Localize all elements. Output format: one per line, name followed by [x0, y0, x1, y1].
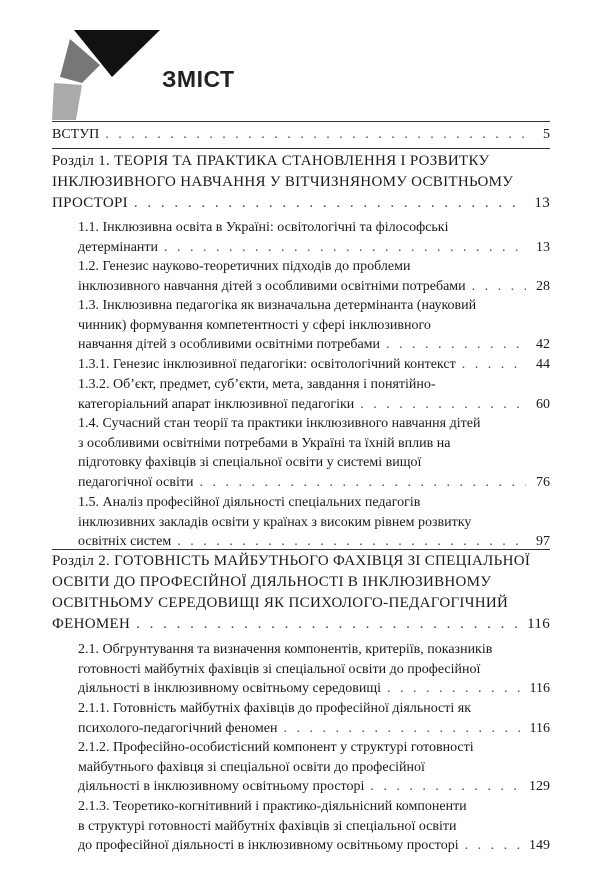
toc-entry-text: до професійної діяльності в інклюзивному освітньому просторі — [78, 838, 459, 853]
toc-line — [52, 552, 550, 573]
toc-line — [78, 513, 550, 533]
toc-line — [78, 679, 550, 699]
toc-entry-text: 1.3.1. Генезис інклюзивної педагогіки: освітологічний контекст — [78, 357, 456, 372]
toc-entry-text: 2.1.1. Готовність майбутніх фахівців до професійної діяльності як — [78, 701, 472, 716]
toc-line — [52, 615, 550, 636]
toc-line — [78, 434, 550, 454]
toc-entry-text: 1.2. Генезис науково-теоретичних підходів до проблеми — [78, 259, 411, 274]
toc-entry-text: з особливими освітніми потребами в Україні та їхній вплив на — [78, 435, 451, 451]
toc-entry-text: майбутнього фахівця зі спеціальної освіти до професійної — [78, 759, 425, 775]
toc-entry-text: ФЕНОМЕН — [52, 616, 131, 632]
toc-line — [52, 194, 550, 215]
page-number: 116 — [529, 681, 550, 696]
toc-entry-1-5[interactable] — [78, 493, 550, 552]
toc-entry-text: ОСВІТНЬОМУ СЕРЕДОВИЩІ ЯК ПСИХОЛОГО-ПЕДАГОГІЧНИЙ — [52, 595, 509, 611]
toc-entry-text: 1.3.2. Об’єкт, предмет, суб’єкти, мета, завдання і понятійно- — [78, 377, 436, 392]
leader-dots — [105, 125, 526, 145]
leader-dots — [386, 335, 526, 355]
toc-entry-text: навчання дітей з особливими освітніми потребами — [78, 337, 381, 352]
toc-line — [78, 817, 550, 837]
toc-entry-text: 2.1. Обгрунтування та визначення компонентів, критеріїв, показників — [78, 642, 493, 657]
toc-line — [78, 797, 550, 817]
page-number: 116 — [529, 720, 550, 736]
toc-line — [78, 296, 550, 316]
toc-line — [78, 335, 550, 355]
divider — [52, 148, 550, 149]
leader-dots — [134, 194, 526, 214]
toc-section-2[interactable] — [52, 552, 550, 636]
toc-entry-text: освітніх систем — [78, 534, 172, 549]
toc-line — [78, 316, 550, 336]
leader-dots — [370, 777, 523, 797]
toc-entry-1-4[interactable] — [78, 414, 550, 492]
title-rule — [52, 121, 550, 122]
toc-entry-1-3-2[interactable] — [78, 375, 550, 414]
toc-entry-text: ОСВІТИ ДО ПРОФЕСІЙНОЇ ДІЯЛЬНОСТІ В ІНКЛЮЗИВНОМУ — [52, 574, 492, 590]
toc-entry-text: категоріальний апарат інклюзивної педагогіки — [78, 396, 355, 412]
page-number: 13 — [536, 239, 550, 255]
leader-dots — [462, 355, 526, 375]
toc-entry-text: інклюзивних закладів освіти у країнах з високим рівнем розвитку — [78, 514, 472, 530]
toc-entry-text: діяльності в інклюзивному освітньому просторі — [78, 779, 365, 794]
toc-entry-1-1[interactable] — [78, 218, 550, 257]
leader-dots — [472, 277, 526, 297]
toc-entry-text: Розділ 1. ТЕОРІЯ ТА ПРАКТИКА СТАНОВЛЕННЯ І РОЗВИТКУ — [52, 153, 490, 169]
leader-dots — [465, 836, 523, 856]
toc-entry-text: готовності майбутніх фахівців зі спеціальної освіти до професійної — [78, 661, 481, 677]
toc-line — [78, 238, 550, 258]
toc-entry-text: психолого-педагогічний феномен — [78, 720, 278, 736]
leader-dots — [164, 238, 526, 258]
page-number: 44 — [536, 357, 550, 372]
toc-line — [78, 493, 550, 513]
toc-line — [78, 836, 550, 856]
page-number: 28 — [536, 278, 550, 294]
toc-entry-text: ВСТУП — [52, 127, 100, 142]
toc-line — [78, 414, 550, 434]
divider — [52, 549, 550, 550]
toc-line — [78, 395, 550, 415]
toc-entry-1-3-1[interactable] — [78, 355, 550, 375]
leader-dots — [387, 679, 523, 699]
toc-line — [78, 699, 550, 719]
toc-entry-text: 1.1. Інклюзивна освіта в Україні: освітологічні та філософські — [78, 220, 449, 235]
page-number: 42 — [536, 337, 550, 352]
toc-line — [78, 640, 550, 660]
toc-entry-2-1-3[interactable] — [78, 797, 550, 856]
toc-entry-text: інклюзивного навчання дітей з особливими освітніми потребами — [78, 278, 466, 294]
toc-entry-text: 2.1.3. Теоретико-когнітивний і практико-діяльнісний компоненти — [78, 799, 467, 814]
toc-entry-text: чинник) формування компетентності у сфері інклюзивного — [78, 317, 431, 333]
toc-line — [78, 738, 550, 758]
toc-line — [52, 573, 550, 594]
toc-line — [78, 277, 550, 297]
toc-entry-2-1[interactable] — [78, 640, 550, 699]
toc-entry-text: діяльності в інклюзивному освітньому середовищі — [78, 681, 382, 696]
toc-line — [52, 125, 550, 145]
toc-entry-intro[interactable] — [52, 125, 550, 145]
page-number: 13 — [534, 195, 550, 211]
toc-entry-text: 1.5. Аналіз професійної діяльності спеціальних педагогів — [78, 495, 421, 510]
toc-line — [78, 473, 550, 493]
page-number: 5 — [543, 127, 550, 142]
page-number: 60 — [536, 396, 550, 412]
page-number: 129 — [529, 779, 550, 794]
leader-dots — [360, 395, 526, 415]
page-title: ЗМІСТ — [162, 66, 235, 92]
toc-line — [78, 257, 550, 277]
toc-line — [78, 777, 550, 797]
toc-line — [78, 660, 550, 680]
toc-line — [78, 375, 550, 395]
toc-section-1[interactable] — [52, 152, 550, 215]
toc-entry-text: 1.3. Інклюзивна педагогіка як визначальна детермінанта (науковий — [78, 298, 477, 313]
toc-entry-2-1-2[interactable] — [78, 738, 550, 797]
toc-entry-text: в структурі готовності майбутніх фахівців зі спеціальної освіти — [78, 818, 457, 834]
toc-entry-text: Розділ 2. ГОТОВНІСТЬ МАЙБУТНЬОГО ФАХІВЦЯ ЗІ СПЕЦІАЛЬНОЇ — [52, 553, 531, 569]
toc-line — [78, 453, 550, 473]
page-number: 76 — [536, 474, 550, 490]
toc-line — [78, 355, 550, 375]
page-number: 116 — [527, 616, 550, 632]
toc-entry-text: ПРОСТОРІ — [52, 195, 128, 211]
leader-dots — [284, 719, 524, 739]
toc-line — [78, 719, 550, 739]
toc-entry-text: ІНКЛЮЗИВНОГО НАВЧАННЯ У ВІТЧИЗНЯНОМУ ОСВІТНЬОМУ — [52, 174, 514, 190]
toc-entry-text: підготовку фахівців зі спеціальної освіти у системі вищої — [78, 455, 422, 470]
toc-line — [52, 594, 550, 615]
toc-entry-text: 1.4. Сучасний стан теорії та практики інклюзивного навчання дітей — [78, 416, 481, 431]
toc-entry-2-1-1[interactable] — [78, 699, 550, 738]
toc-entry-text: 2.1.2. Професійно-особистісний компонент у структурі готовності — [78, 740, 474, 755]
page-number: 97 — [536, 534, 550, 549]
leader-dots — [136, 615, 521, 635]
toc-line — [52, 152, 550, 173]
page-number: 149 — [529, 838, 550, 853]
toc-line — [78, 218, 550, 238]
leader-dots — [199, 473, 526, 493]
toc-line — [78, 758, 550, 778]
toc-entry-text: детермінанти — [78, 239, 159, 255]
toc-entry-1-3[interactable] — [78, 296, 550, 355]
toc-entry-text: педагогічної освіти — [78, 474, 194, 490]
toc-line — [52, 173, 550, 194]
toc-entry-1-2[interactable] — [78, 257, 550, 296]
